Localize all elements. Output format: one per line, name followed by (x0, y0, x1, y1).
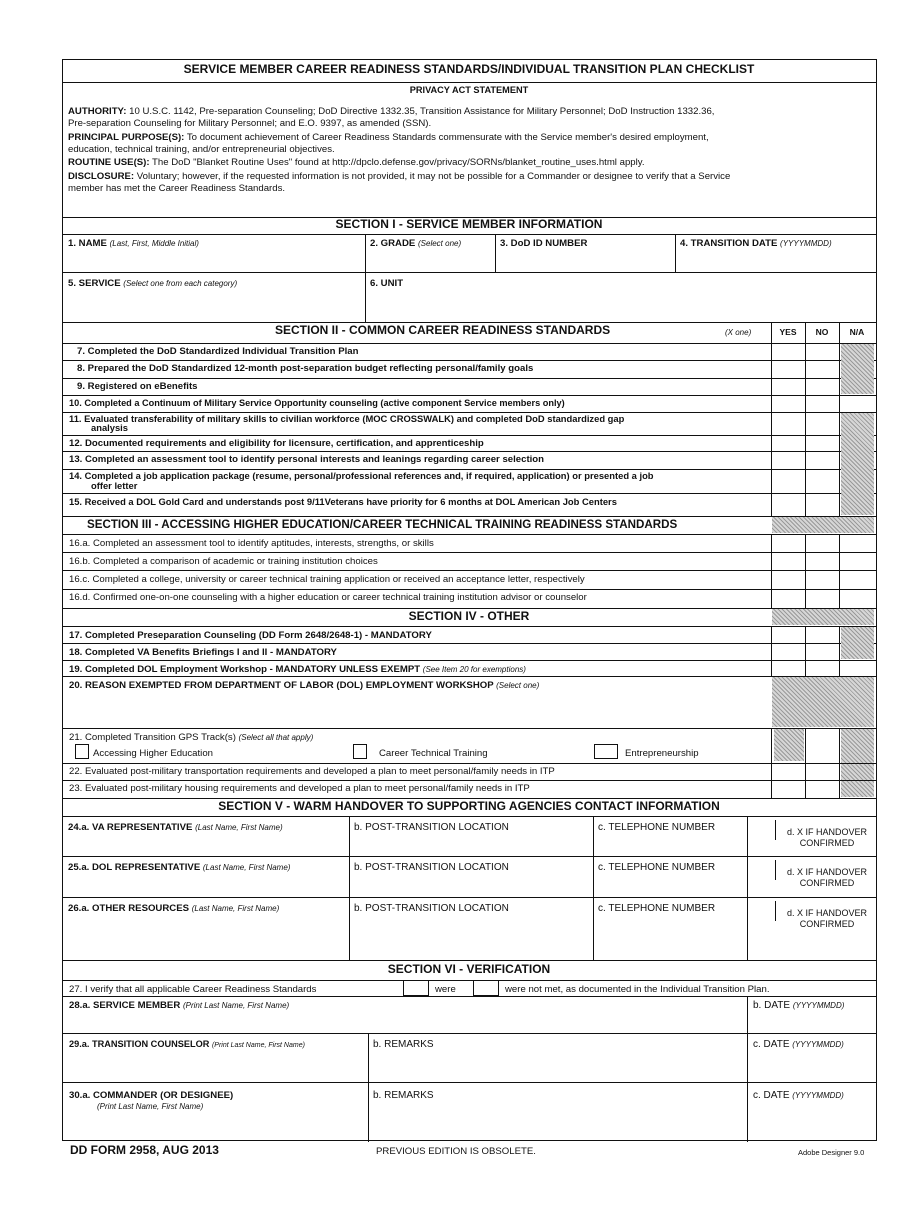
dol-rep-field[interactable]: 25.a. DOL REPRESENTATIVE (Last Name, First Name) (68, 862, 291, 873)
dod-id-field[interactable]: 3. DoD ID NUMBER (500, 238, 588, 249)
transition-date-field[interactable]: 4. TRANSITION DATE (YYYYMMDD) (680, 238, 832, 249)
standard-row: 9. Registered on eBenefits (77, 381, 198, 392)
x-one-hint: (X one) (725, 328, 752, 337)
software-note: Adobe Designer 9.0 (798, 1148, 865, 1157)
counselor-remarks-field[interactable]: b. REMARKS (373, 1039, 434, 1050)
section-5-title: SECTION V - WARM HANDOVER TO SUPPORTING AGENCIES CONTACT INFORMATION (218, 799, 720, 813)
other-location-field[interactable]: b. POST-TRANSITION LOCATION (354, 903, 509, 914)
commander-field[interactable]: 30.a. COMMANDER (OR DESIGNEE) (69, 1090, 234, 1101)
va-handover-checkbox[interactable]: d. X IF HANDOVER CONFIRMED (786, 827, 867, 848)
track-entrepreneurship-label: Entrepreneurship (625, 748, 699, 759)
standard-row-cont: analysis (91, 422, 129, 433)
disclosure-line-2: member has met the Career Readiness Standards. (68, 183, 286, 194)
were-checkbox[interactable] (403, 980, 429, 996)
were-label: were (435, 984, 456, 995)
service-member-field[interactable]: 28.a. SERVICE MEMBER (Print Last Name, First Name) (69, 1000, 290, 1011)
service-select[interactable]: 5. SERVICE (Select one from each category) (68, 278, 238, 289)
track-career-tech-checkbox[interactable] (353, 744, 367, 759)
unit-field[interactable]: 6. UNIT (370, 278, 404, 289)
col-yes-header: YES (779, 327, 797, 337)
other-rep-field[interactable]: 26.a. OTHER RESOURCES (Last Name, First Name) (68, 903, 280, 914)
routine-use-line: ROUTINE USE(S): The DoD "Blanket Routine Uses" found at http://dpclo.defense.gov/privacy/SORNs/blanket_routine_uses.html apply. (68, 157, 645, 168)
va-location-field[interactable]: b. POST-TRANSITION LOCATION (354, 822, 509, 833)
authority-line: AUTHORITY: 10 U.S.C. 1142, Pre-separation Counseling; DoD Directive 1332.35, Transition Assistance for Military Personnel; DoD Instruction 1332.36, (68, 106, 715, 117)
track-career-tech-label: Career Technical Training (379, 748, 488, 759)
standard-row: 11. Evaluated transferability of military skills to civilian workforce (MOC CROSSWALK) and completed DoD standardized gap (69, 413, 625, 424)
track-higher-ed-label: Accessing Higher Education (93, 748, 213, 759)
commander-date-field[interactable]: c. DATE (YYYYMMDD) (753, 1090, 844, 1101)
track-higher-ed-checkbox[interactable] (75, 744, 89, 759)
standard-row: 16.a. Completed an assessment tool to identify aptitudes, interests, strengths, or skills (69, 538, 434, 549)
other-handover-checkbox[interactable]: d. X IF HANDOVER CONFIRMED (786, 908, 867, 929)
were-not-label: were not met, as documented in the Individual Transition Plan. (505, 984, 770, 995)
section-2-title: SECTION II - COMMON CAREER READINESS STANDARDS (275, 323, 611, 337)
section-4-title: SECTION IV - OTHER (408, 609, 530, 623)
commander-hint: (Print Last Name, First Name) (97, 1102, 204, 1111)
standard-row: 8. Prepared the DoD Standardized 12-month post-separation budget reflecting personal/family goals (77, 363, 534, 374)
va-phone-field[interactable]: c. TELEPHONE NUMBER (598, 822, 716, 833)
standard-row: 16.b. Completed a comparison of academic or training institution choices (69, 556, 378, 567)
purpose-line: PRINCIPAL PURPOSE(S): To document achievement of Career Readiness Standards commensurate with the Service member's desired employment, (68, 132, 709, 143)
form-title: SERVICE MEMBER CAREER READINESS STANDARDS/INDIVIDUAL TRANSITION PLAN CHECKLIST (183, 62, 755, 76)
section-6-title: SECTION VI - VERIFICATION (387, 962, 551, 976)
standard-row-cont: offer letter (91, 480, 138, 491)
section-3-title: SECTION III - ACCESSING HIGHER EDUCATION/CAREER TECHNICAL TRAINING READINESS STANDARDS (87, 518, 678, 531)
standard-row: 23. Evaluated post-military housing requirements and developed a plan to meet personal/family needs in ITP (69, 783, 530, 794)
standard-row: 16.d. Confirmed one-on-one counseling with a higher education or career technical training institution advisor or counselor (69, 592, 587, 603)
standard-row: 19. Completed DOL Employment Workshop - MANDATORY UNLESS EXEMPT (See Item 20 for exemptions) (69, 664, 526, 675)
were-not-checkbox[interactable] (473, 980, 499, 996)
authority-line-2: Pre-separation Counseling for Military Personnel; and E.O. 9397, as amended (SSN). (68, 118, 432, 129)
dol-handover-checkbox[interactable]: d. X IF HANDOVER CONFIRMED (786, 867, 867, 888)
form-footer (70, 1145, 880, 1159)
counselor-field[interactable]: 29.a. TRANSITION COUNSELOR (Print Last Name, First Name) (69, 1039, 305, 1049)
standard-row: 18. Completed VA Benefits Briefings I and II - MANDATORY (69, 647, 337, 658)
section-1-title: SECTION I - SERVICE MEMBER INFORMATION (335, 217, 603, 231)
privacy-heading: PRIVACY ACT STATEMENT (409, 85, 529, 95)
exemption-reason-select[interactable]: 20. REASON EXEMPTED FROM DEPARTMENT OF LABOR (DOL) EMPLOYMENT WORKSHOP (Select one) (69, 680, 540, 691)
standard-row: 17. Completed Preseparation Counseling (DD Form 2648/2648-1) - MANDATORY (69, 630, 432, 641)
standard-row: 12. Documented requirements and eligibility for licensure, certification, and apprenticeship (69, 438, 484, 449)
dol-phone-field[interactable]: c. TELEPHONE NUMBER (598, 862, 716, 873)
member-date-field[interactable]: b. DATE (YYYYMMDD) (753, 1000, 845, 1011)
form-id: DD FORM 2958, AUG 2013 (70, 1143, 219, 1157)
obsolete-notice: PREVIOUS EDITION IS OBSOLETE. (376, 1146, 536, 1157)
standard-row: 13. Completed an assessment tool to identify personal interests and leanings regarding career selection (69, 454, 545, 465)
standard-row: 15. Received a DOL Gold Card and understands post 9/11Veterans have priority for 6 months at DOL American Job Centers (69, 496, 617, 507)
standard-row: 22. Evaluated post-military transportation requirements and developed a plan to meet personal/family needs in ITP (69, 766, 555, 777)
col-no-header: NO (815, 327, 829, 337)
track-entrepreneurship-checkbox[interactable] (594, 744, 618, 759)
col-na-header: N/A (849, 327, 865, 337)
verify-statement: 27. I verify that all applicable Career Readiness Standards (69, 984, 317, 995)
standard-row: 14. Completed a job application package (resume, personal/professional references and, if required, application) or presented a job (69, 470, 654, 481)
purpose-line-2: education, technical training, and/or entrepreneurial objectives. (68, 144, 335, 155)
commander-remarks-field[interactable]: b. REMARKS (373, 1090, 434, 1101)
other-phone-field[interactable]: c. TELEPHONE NUMBER (598, 903, 716, 914)
standard-row: 10. Completed a Continuum of Military Service Opportunity counseling (active component Service members only) (69, 398, 565, 408)
dol-location-field[interactable]: b. POST-TRANSITION LOCATION (354, 862, 509, 873)
counselor-date-field[interactable]: c. DATE (YYYYMMDD) (753, 1039, 844, 1050)
name-field[interactable]: 1. NAME (Last, First, Middle Initial) (68, 238, 199, 249)
disclosure-line: DISCLOSURE: Voluntary; however, if the requested information is not provided, it may not be possible for a Commander or designee to verify that a Service (68, 171, 731, 182)
gps-track-row: 21. Completed Transition GPS Track(s) (Select all that apply) (69, 732, 314, 743)
standard-row: 16.c. Completed a college, university or career technical training application or received an acceptance letter, respectively (69, 574, 585, 585)
va-rep-field[interactable]: 24.a. VA REPRESENTATIVE (Last Name, First Name) (68, 822, 283, 833)
grade-select[interactable]: 2. GRADE (Select one) (370, 238, 462, 249)
standard-row: 7. Completed the DoD Standardized Individual Transition Plan (77, 346, 359, 357)
checklist-form (62, 59, 877, 1141)
